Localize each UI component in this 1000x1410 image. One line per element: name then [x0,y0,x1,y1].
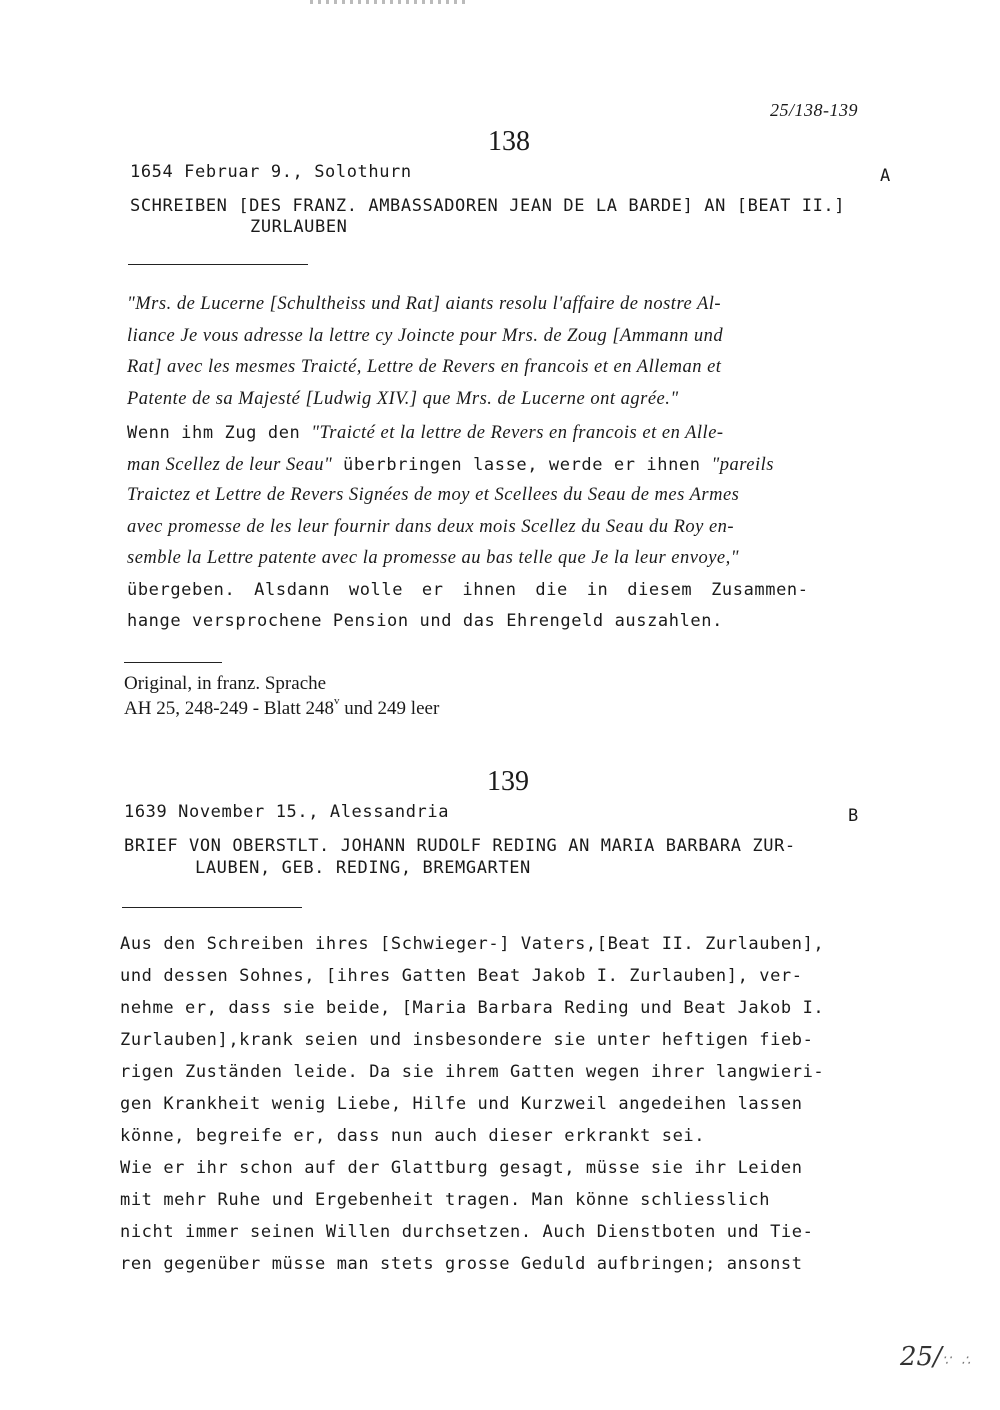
body-line: könne, begreife er, dass nun auch dieser erkrankt sei. [120,1126,706,1146]
scan-artifact [310,0,470,4]
doc-number-138: 138 [488,126,530,157]
handwritten-archive-mark [900,1342,973,1372]
doc-138-quote [127,289,723,415]
doc-138-source-note-2 [124,695,439,720]
doc-number-139: 139 [487,766,529,797]
body-quote-text: "Traicté et la lettre de Revers en francois et en Alle- [311,423,724,443]
separator-rule [122,907,302,908]
body-text: Wenn ihm Zug den [127,423,312,443]
body-line: Zurlauben],krank seien und insbesondere sie unter heftigen fieb- [120,1030,814,1050]
body-text: übergeben. Alsdann wolle er ihnen die in diesem Zusammen- [127,579,809,600]
body-line: nehme er, dass sie beide, [Maria Barbara Reding und Beat Jakob I. [120,998,825,1018]
body-quote-text: semble la Lettre patente avec la promesse au bas telle que Je la leur envoye," [127,548,740,568]
separator-rule [128,264,308,265]
doc-139-body [120,928,824,1280]
doc-139-class: B [848,806,859,826]
quote-line: liance Je vous adresse la lettre cy Joincte pour Mrs. de Zoug [Ammann und [127,325,724,346]
body-text: überbringen lasse, werde er ihnen [332,454,712,475]
body-line: nicht immer seinen Willen durchsetzen. Auch Dienstboten und Tie- [120,1222,814,1242]
doc-139-date-place: 1639 November 15., Alessandria [124,802,450,822]
quote-line: Patente de sa Majesté [Ludwig XIV.] que Mrs. de Lucerne ont agrée." [127,388,679,409]
verso-mark: v [334,695,340,707]
body-text: hange versprochene Pension und das Ehrengeld auszahlen. [127,611,723,631]
body-quote-text: avec promesse de les leur fournir dans deux mois Scellez du Seau du Roy en- [127,516,735,537]
doc-138-title-line-2: ZURLAUBEN [250,217,348,237]
body-line: ren gegenüber müsse man stets grosse Geduld aufbringen; ansonst [120,1254,803,1274]
doc-138-body [127,417,809,638]
doc-138-class: A [880,166,891,186]
doc-138-title-line-1: SCHREIBEN [DES FRANZ. AMBASSADOREN JEAN DE LA BARDE] AN [BEAT II.] [130,196,846,216]
doc-139-title-line-2: LAUBEN, GEB. REDING, BREMGARTEN [195,858,531,878]
body-line: Wie er ihr schon auf der Glattburg gesagt, müsse sie ihr Leiden [120,1158,803,1178]
separator-rule [124,662,222,663]
handwritten-mark-text: 25/ [900,1342,942,1372]
source-remark: und 249 leer [339,698,440,719]
doc-138-date-place: 1654 Februar 9., Solothurn [130,162,412,182]
doc-139-title-line-1: BRIEF VON OBERSTLT. JOHANN RUDOLF REDING AN MARIA BARBARA ZUR- [124,836,796,856]
quote-line: "Mrs. de Lucerne [Schultheiss und Rat] aiants resolu l'affaire de nostre Al- [127,294,722,314]
body-quote-text: "pareils [711,454,774,475]
faint-pencil-scribble: ∵ ∴ [941,1353,974,1369]
body-line: und dessen Sohnes, [ihres Gatten Beat Jakob I. Zurlauben], ver- [120,966,803,986]
body-line: mit mehr Ruhe und Ergebenheit tragen. Man könne schliesslich [120,1190,771,1210]
body-quote-text: man Scellez de leur Seau" [127,454,333,475]
body-quote-text: Traictez et Lettre de Revers Signées de moy et Scellees du Seau de mes Armes [127,485,740,505]
source-archive: AH 25, 248-249 - Blatt 248 [124,698,335,719]
quote-line: Rat] avec les mesmes Traicté, Lettre de Revers en francois et en Alleman et [127,357,722,377]
body-line: gen Krankheit wenig Liebe, Hilfe und Kurzweil angedeihen lassen [120,1094,803,1114]
body-line: Aus den Schreiben ihres [Schwieger-] Vaters,[Beat II. Zurlauben], [120,934,825,954]
page-reference: 25/138-139 [770,100,858,120]
doc-138-source-note-1: Original, in franz. Sprache [124,673,327,694]
body-line: rigen Zuständen leide. Da sie ihrem Gatten wegen ihrer langwieri- [120,1062,825,1082]
